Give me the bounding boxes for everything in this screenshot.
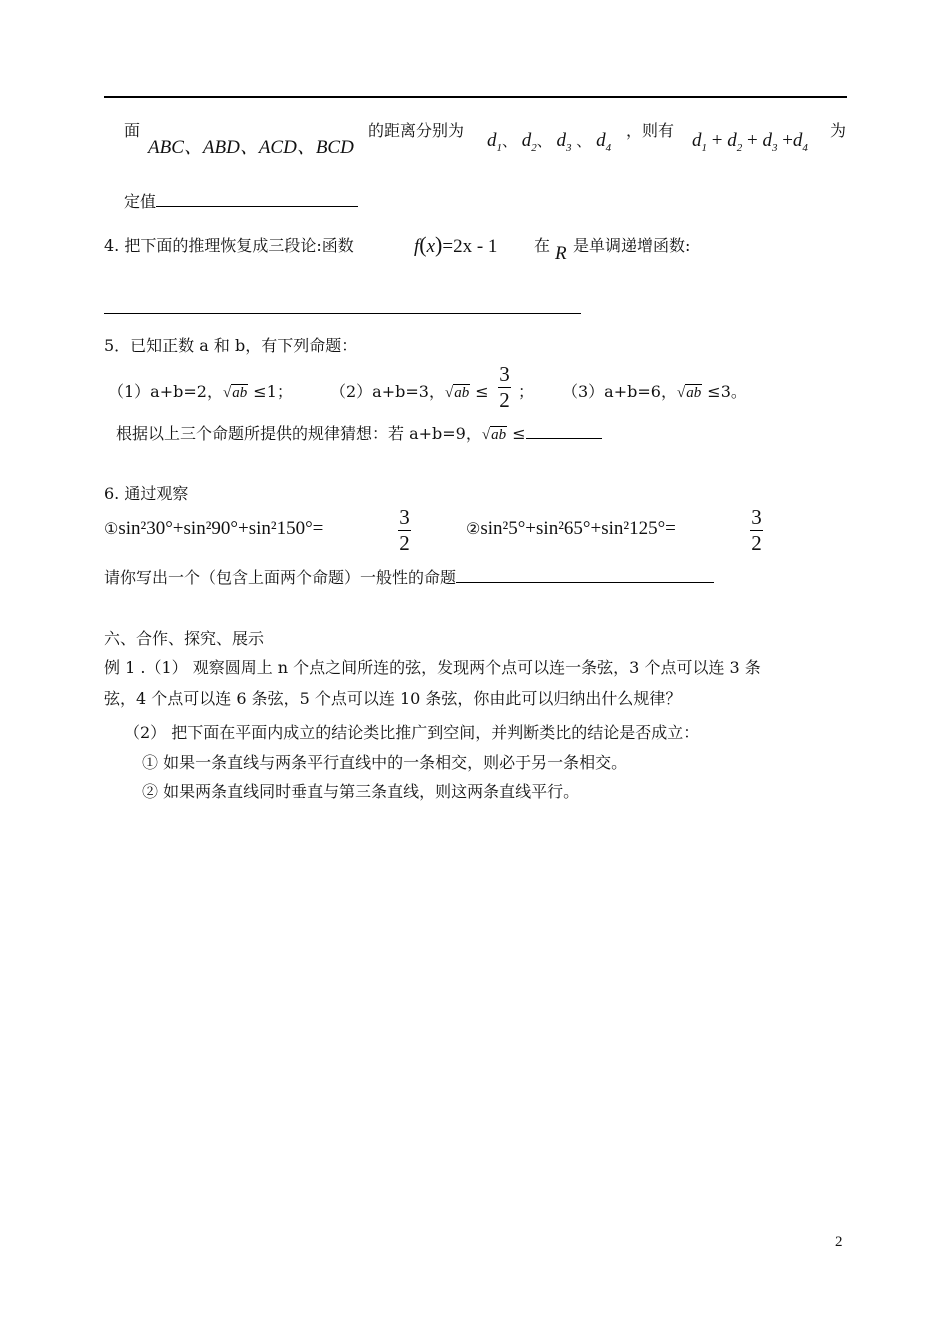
planes-expression: ABC、ABD、ACD、BCD [148,137,354,158]
text: 的距离分别为 [368,121,465,140]
guess-line: 根据以上三个命题所提供的规律猜想：若 a+b=9，√ab ≤ [116,421,602,444]
proposition-2: （2）a+b=3，√ab ≤ [330,382,489,401]
example-1-part2: （2） 把下面在平面内成立的结论类比推广到空间，并判断类比的结论是否成立： [124,723,700,742]
question-5-intro: 5．已知正数 a 和 b，有下列命题： [104,336,358,355]
function-expression: f(x)=2x - 1 [414,232,498,257]
answer-blank[interactable] [526,422,602,439]
problem-3-line1 [124,118,140,141]
example-1-line1: 例 1 .（1） 观察圆周上 n 个点之间所连的弦，发现两个点可以连一条弦，3 个点可以连 3 条 [104,658,761,677]
answer-blank[interactable] [156,190,358,207]
text: 面 [124,121,141,140]
distance-sum: $d_1 + d_2 + d_3 +d_4$ [692,130,808,154]
sqrt-ab: √ab [676,385,702,401]
sqrt-ab: √ab [481,427,507,443]
answer-line-row: 定值 [124,189,358,212]
text: 在 [534,236,551,255]
equation-2: ②sin²5°+sin²65°+sin²125°= [466,518,676,539]
equation-1: ①sin²30°+sin²90°+sin²150°= [104,518,324,539]
statement-2: ② 如果两条直线同时垂直与第三条直线，则这两条直线平行。 [142,782,580,801]
fraction-3-over-2: 3 2 [751,505,762,555]
sqrt-ab: √ab [222,385,248,401]
sqrt-ab: √ab [444,385,470,401]
example-1-line2: 弦，4 个点可以连 6 条弦，5 个点可以连 10 条弦，你由此可以归纳出什么规律？ [104,689,682,708]
header-rule [104,96,847,98]
statement-1: ① 如果一条直线与两条平行直线中的一条相交，则必于另一条相交。 [142,753,628,772]
distance-list: $d_1$、 $d_2$、 $d_3$ 、 $d_4$ [487,130,612,154]
fraction-3-over-2: 3 2 [399,505,410,555]
answer-blank[interactable] [456,566,714,583]
proposition-1: （1）a+b=2，√ab ≤1； [108,382,293,401]
answer-blank[interactable] [104,313,581,314]
text: 为 [830,121,847,140]
proposition-3: （3）a+b=6，√ab ≤3。 [562,382,747,401]
real-set-symbol: R [555,243,567,264]
text: ，则有 [626,121,675,140]
text: 是单调递增函数: [573,236,691,255]
text: ； [518,382,535,401]
page-number: 2 [835,1234,843,1250]
fraction-3-over-2: 3 2 [499,362,510,412]
question-4: 4. 把下面的推理恢复成三段论:函数 [104,236,354,255]
general-proposition-line: 请你写出一个（包含上面两个命题）一般性的命题 [104,565,714,588]
section-heading: 六、合作、探究、展示 [104,629,265,648]
question-6-intro: 6. 通过观察 [104,484,189,503]
